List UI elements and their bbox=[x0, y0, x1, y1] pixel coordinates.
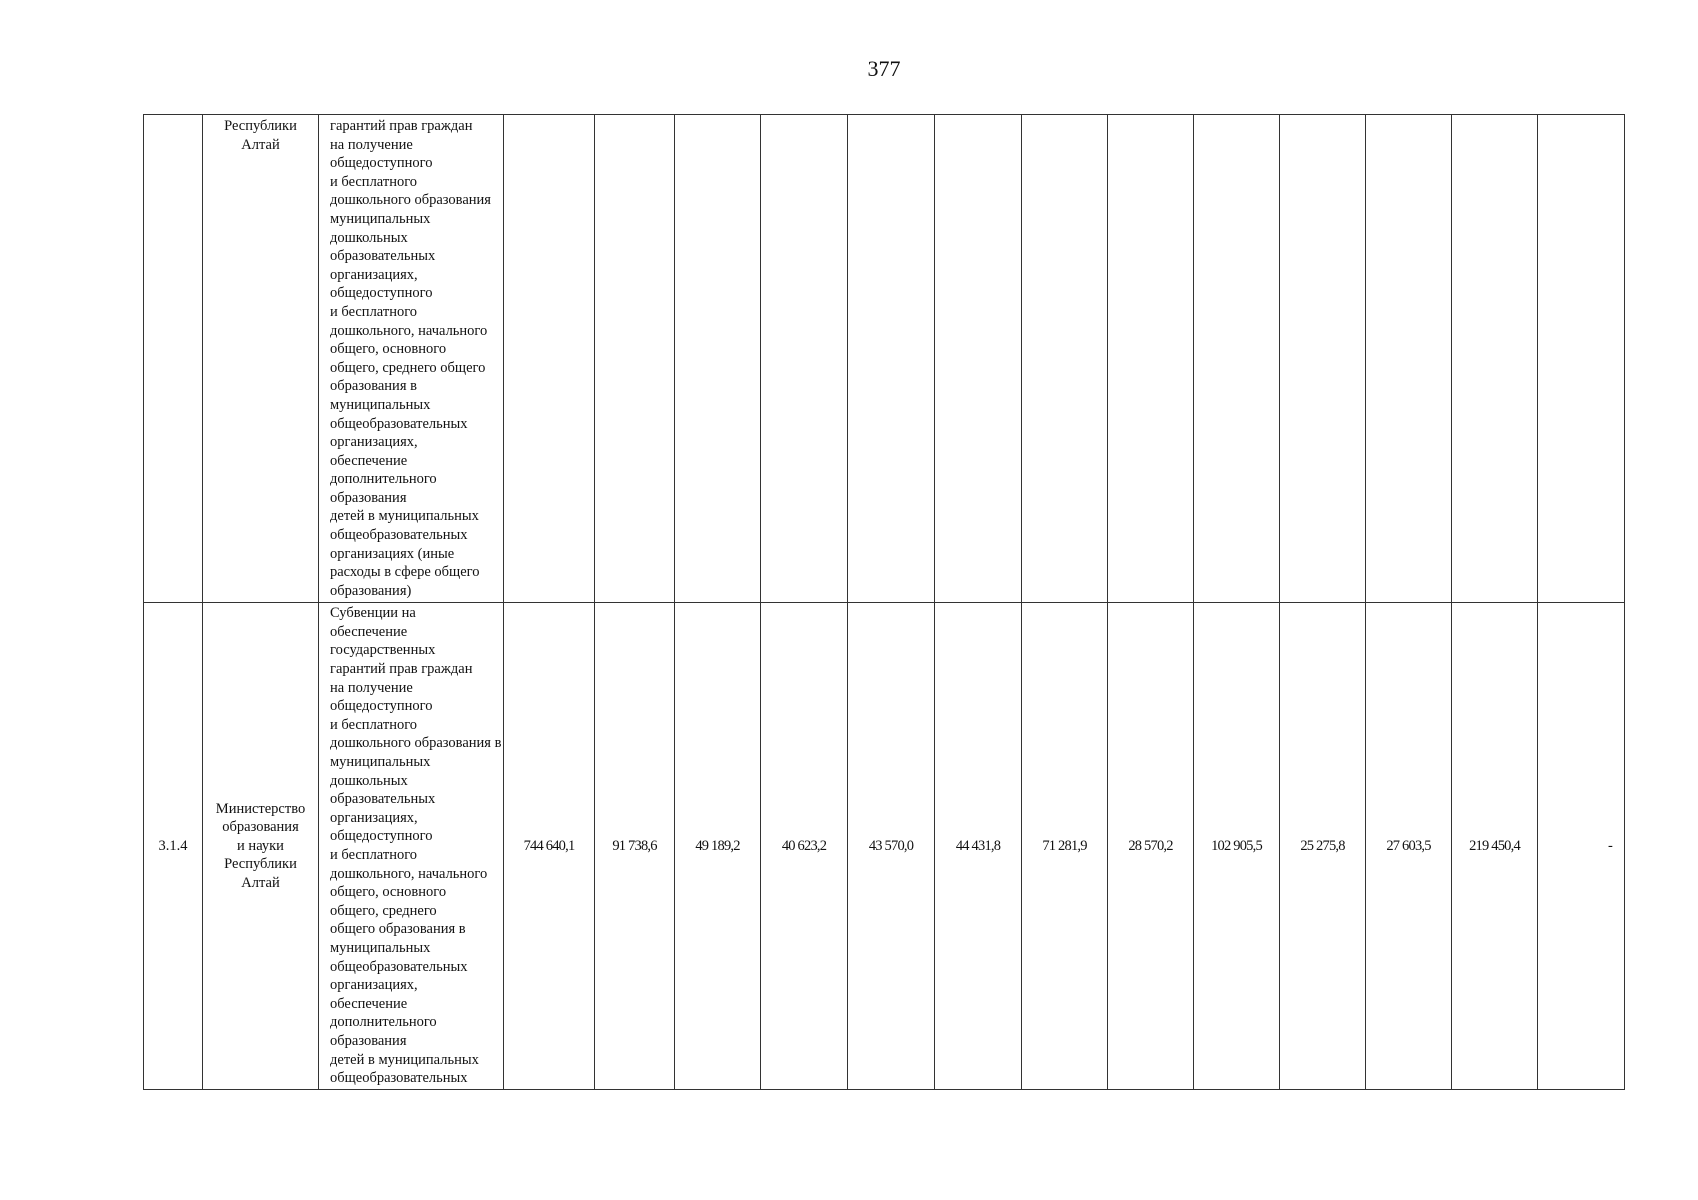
value-cell: 40 623,2 bbox=[761, 603, 848, 1090]
value-cell: 49 189,2 bbox=[675, 603, 761, 1090]
value-cell: 91 738,6 bbox=[595, 603, 675, 1090]
value-cell bbox=[1022, 115, 1108, 603]
value-cell bbox=[504, 115, 595, 603]
value-cell bbox=[1452, 115, 1538, 603]
value-cell: 744 640,1 bbox=[504, 603, 595, 1090]
value-cell: 102 905,5 bbox=[1194, 603, 1280, 1090]
value-cell bbox=[848, 115, 935, 603]
value-cell bbox=[761, 115, 848, 603]
value-cell bbox=[935, 115, 1022, 603]
organization-cell: Министерство образования и науки Республики Алтай bbox=[203, 603, 319, 1090]
value-cell bbox=[675, 115, 761, 603]
table-row bbox=[144, 603, 1625, 1090]
value-cell bbox=[595, 115, 675, 603]
value-cell bbox=[1194, 115, 1280, 603]
row-number-cell bbox=[144, 115, 203, 603]
value-cell: 43 570,0 bbox=[848, 603, 935, 1090]
row-number-cell: 3.1.4 bbox=[144, 603, 203, 1090]
value-cell: 44 431,8 bbox=[935, 603, 1022, 1090]
value-cell: - bbox=[1538, 603, 1625, 1090]
value-cell bbox=[1538, 115, 1625, 603]
table-row bbox=[144, 115, 1625, 603]
description-cell: гарантий прав граждан на получение общедоступного и бесплатного дошкольного образования муниципальных дошкольных образовательных организациях, общедоступного и бесплатного дошкольного, начального общего, основного общего, среднего общего образования в муниципальных общеобразовательных организациях, обеспечение дополнительного образования детей в муниципальных общеобразовательных организациях (иные расходы в сфере общего образования) bbox=[319, 115, 504, 603]
value-cell: 25 275,8 bbox=[1280, 603, 1366, 1090]
value-cell: 28 570,2 bbox=[1108, 603, 1194, 1090]
page-number: 377 bbox=[867, 56, 901, 81]
organization-cell: Республики Алтай bbox=[203, 115, 319, 603]
value-cell: 27 603,5 bbox=[1366, 603, 1452, 1090]
value-cell: 219 450,4 bbox=[1452, 603, 1538, 1090]
value-cell bbox=[1280, 115, 1366, 603]
value-cell bbox=[1366, 115, 1452, 603]
value-cell: 71 281,9 bbox=[1022, 603, 1108, 1090]
value-cell bbox=[1108, 115, 1194, 603]
budget-table bbox=[143, 114, 1625, 1090]
description-cell: Субвенции на обеспечение государственных гарантий прав граждан на получение общедоступного и бесплатного дошкольного образования в муниципальных дошкольных образовательных организациях, общедоступного и бесплатного дошкольного, начального общего, основного общего, среднего общего образования в муниципальных общеобразовательных организациях, обеспечение дополнительного образования детей в муниципальных общеобразовательных bbox=[319, 603, 504, 1090]
